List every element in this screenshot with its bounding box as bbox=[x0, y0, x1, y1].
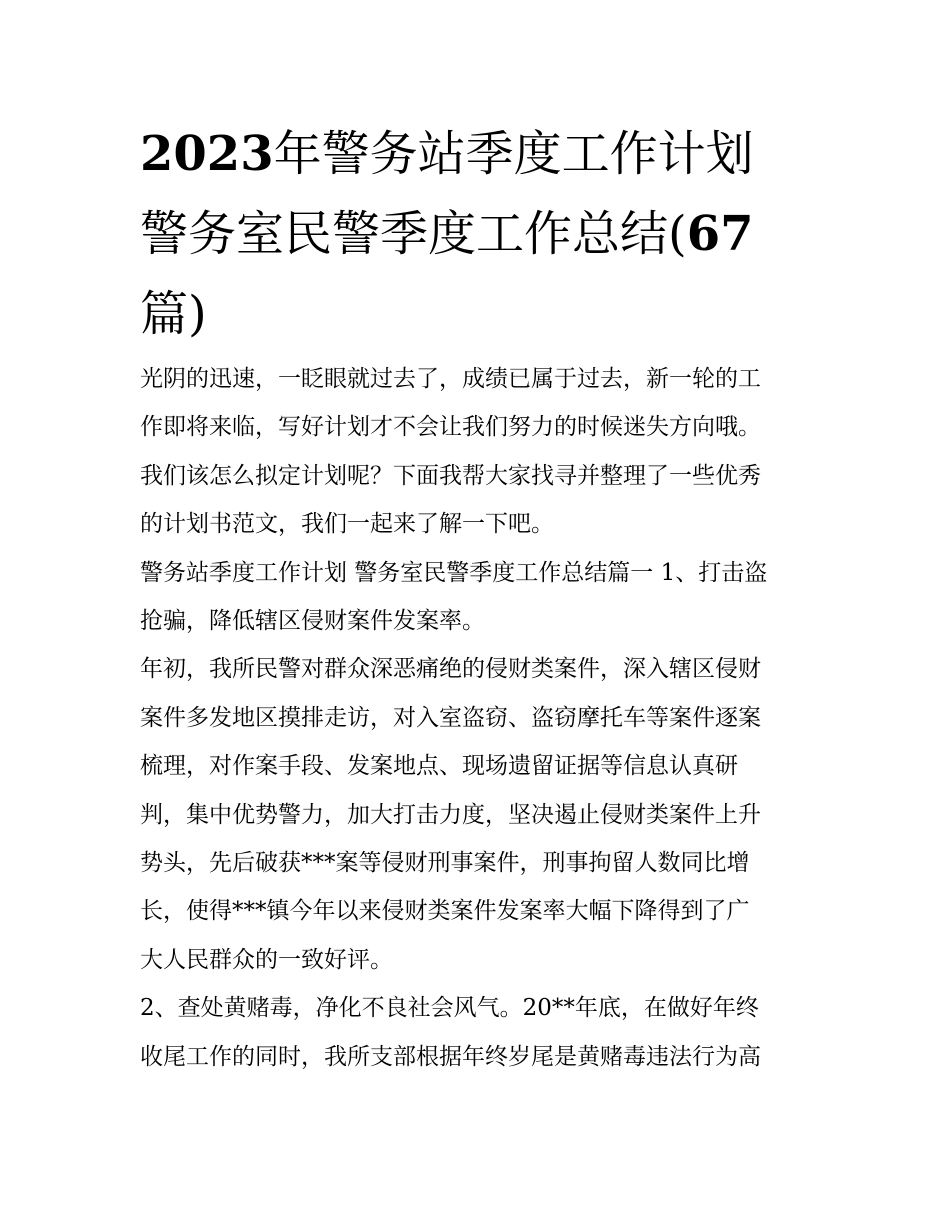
title-line-1-text: 年警务站季度工作计划 bbox=[273, 126, 754, 182]
title-year: 2023 bbox=[140, 126, 274, 182]
paragraph-section-heading bbox=[140, 549, 820, 646]
text-line: 大人民群众的一致好评。 bbox=[140, 946, 393, 973]
text-line: 抢骗，降低辖区侵财案件发案率。 bbox=[140, 608, 485, 635]
text-line: 2、查处黄赌毒，净化不良社会风气。20**年底，在做好年终 bbox=[140, 995, 759, 1022]
title-line-1 bbox=[140, 114, 820, 194]
text-line: 判，集中优势警力，加大打击力度，坚决遏止侵财类案件上升 bbox=[140, 801, 761, 828]
text-line: 光阴的迅速，一眨眼就过去了，成绩已属于过去，新一轮的工 bbox=[140, 366, 761, 392]
text-line: 我们该怎么拟定计划呢？下面我帮大家找寻并整理了一些优秀 bbox=[140, 462, 761, 489]
title-line-2-text: 警务室民警季度工作总结( bbox=[140, 206, 687, 262]
paragraph-crackdown bbox=[140, 645, 820, 984]
document-title bbox=[140, 114, 820, 354]
text-line: 收尾工作的同时，我所支部根据年终岁尾是黄赌毒违法行为高 bbox=[140, 1043, 761, 1070]
text-line: 作即将来临，写好计划才不会让我们努力的时候迷失方向哦。 bbox=[140, 414, 761, 441]
text-line: 案件多发地区摸排走访，对入室盗窃、盗窃摩托车等案件逐案 bbox=[140, 704, 761, 731]
text-line: 警务站季度工作计划 警务室民警季度工作总结篇一 1、打击盗 bbox=[140, 559, 768, 586]
text-line: 势头，先后破获***案等侵财刑事案件，刑事拘留人数同比增 bbox=[140, 850, 750, 877]
paragraph-intro bbox=[140, 355, 820, 549]
title-line-2 bbox=[140, 194, 820, 274]
text-line: 年初，我所民警对群众深恶痛绝的侵财类案件，深入辖区侵财 bbox=[140, 656, 761, 683]
text-line: 长，使得***镇今年以来侵财类案件发案率大幅下降得到了广 bbox=[140, 898, 750, 925]
title-line-3: 篇) bbox=[140, 286, 207, 342]
paragraph-item-2 bbox=[140, 984, 820, 1081]
title-count: 67 bbox=[686, 206, 754, 262]
text-line: 梳理，对作案手段、发案地点、现场遗留证据等信息认真研 bbox=[140, 753, 738, 780]
text-line: 的计划书范文，我们一起来了解一下吧。 bbox=[140, 511, 554, 538]
document-body bbox=[140, 355, 820, 1081]
